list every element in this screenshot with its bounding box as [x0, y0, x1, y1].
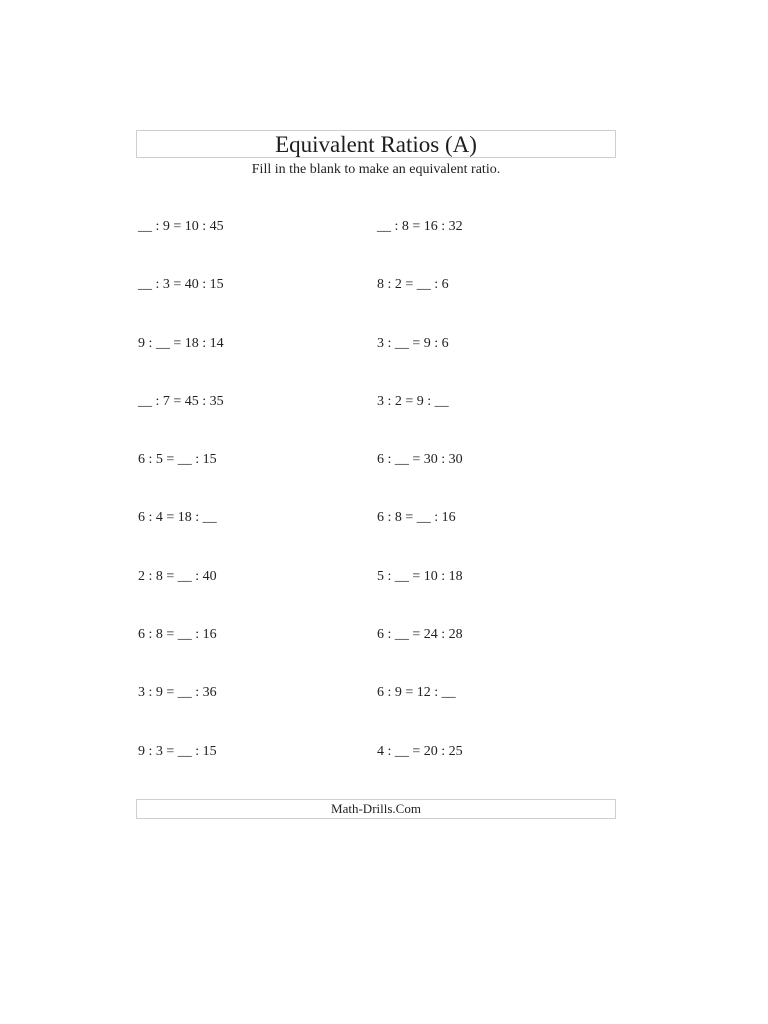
problem-right: 5 : __ = 10 : 18	[377, 568, 463, 584]
problem-left: 6 : 4 = 18 : __	[138, 510, 217, 526]
problem-right: 8 : 2 = __ : 6	[377, 277, 449, 293]
problem-row	[138, 507, 608, 565]
problem-left: 6 : 8 = __ : 16	[138, 627, 217, 643]
problem-left: 9 : 3 = __ : 15	[138, 743, 217, 759]
problem-left: 2 : 8 = __ : 40	[138, 568, 217, 584]
problem-row	[138, 216, 608, 274]
problem-right: 4 : __ = 20 : 25	[377, 743, 463, 759]
problem-right: 6 : 9 = 12 : __	[377, 685, 456, 701]
problem-row	[138, 741, 608, 799]
problem-right: 6 : __ = 24 : 28	[377, 627, 463, 643]
problem-left: 3 : 9 = __ : 36	[138, 685, 217, 701]
problem-left: 9 : __ = 18 : 14	[138, 335, 224, 351]
problem-row	[138, 333, 608, 391]
problem-right: 3 : __ = 9 : 6	[377, 335, 449, 351]
problem-row	[138, 449, 608, 507]
footer-text: Math-Drills.Com	[331, 801, 421, 816]
worksheet-footer	[136, 799, 616, 819]
worksheet-title-box	[136, 130, 616, 158]
worksheet-instructions: Fill in the blank to make an equivalent ratio.	[251, 162, 501, 177]
problem-left: __ : 7 = 45 : 35	[138, 393, 224, 409]
problem-left: __ : 9 = 10 : 45	[138, 219, 224, 234]
problem-right: __ : 8 = 16 : 32	[377, 219, 463, 234]
worksheet-title: Equivalent Ratios (A)	[275, 132, 477, 157]
problem-right: 6 : 8 = __ : 16	[377, 510, 456, 526]
problem-row	[138, 624, 608, 682]
problem-row	[138, 274, 608, 332]
problem-right: 3 : 2 = 9 : __	[377, 393, 449, 409]
problem-left: 6 : 5 = __ : 15	[138, 452, 217, 468]
problem-right: 6 : __ = 30 : 30	[377, 452, 463, 468]
problem-row	[138, 682, 608, 740]
problem-row	[138, 566, 608, 624]
problem-row	[138, 391, 608, 449]
problem-left: __ : 3 = 40 : 15	[138, 277, 224, 293]
problem-grid	[138, 216, 608, 799]
